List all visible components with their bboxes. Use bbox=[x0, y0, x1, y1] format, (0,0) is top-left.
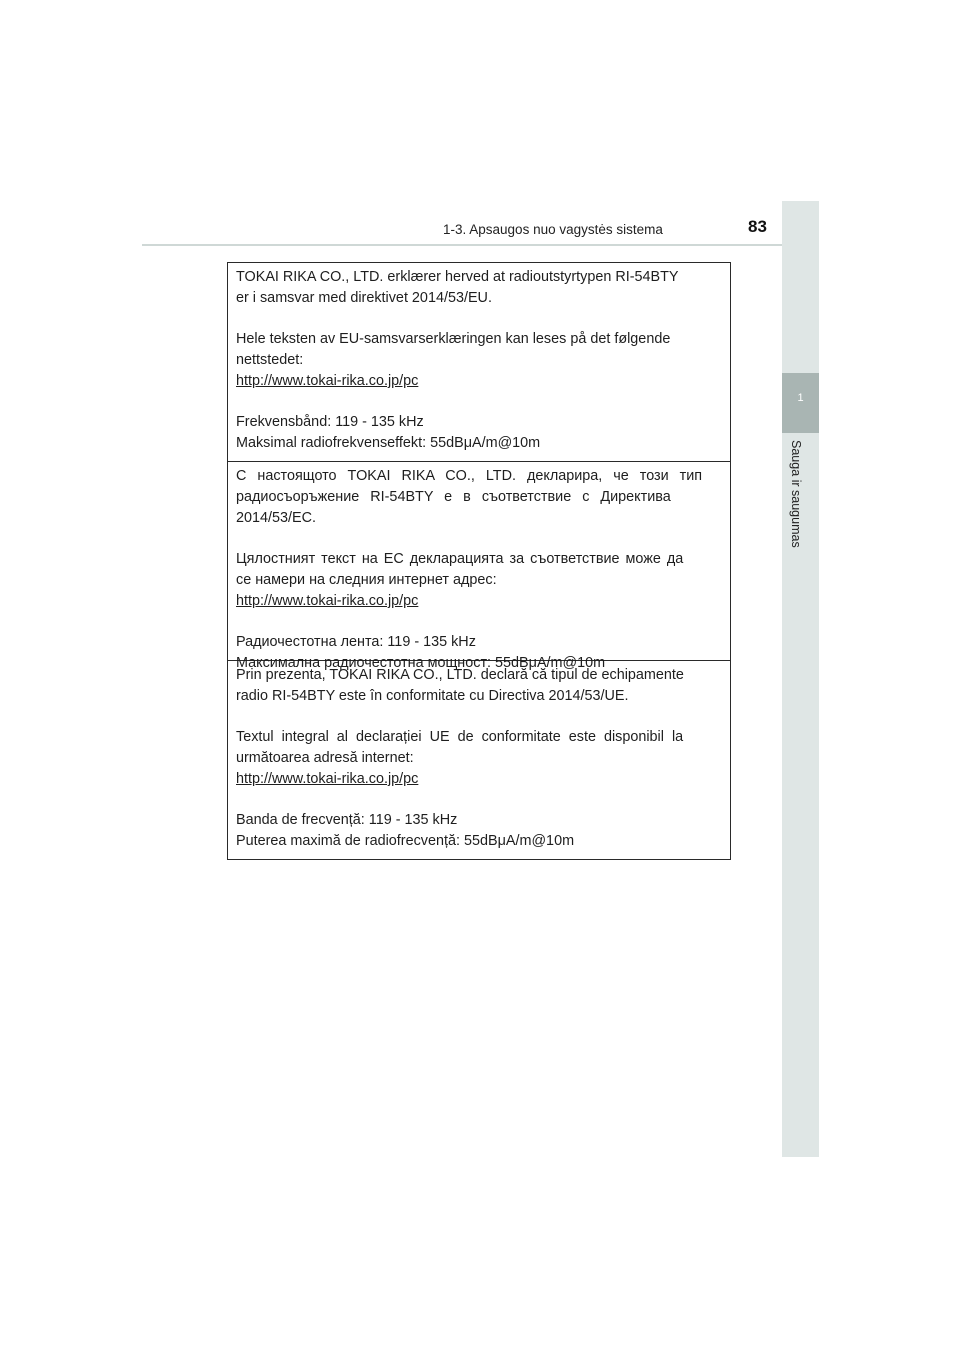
declaration-text: Prin prezenta, TOKAI RIKA CO., LTD. declară că tipul de echipamente bbox=[236, 667, 684, 683]
declaration-text: С настоящото TOKAI RIKA CO., LTD. декларира, че този тип bbox=[236, 468, 703, 484]
declaration-url-link[interactable]: http://www.tokai-rika.co.jp/pc bbox=[236, 373, 419, 389]
conformity-declarations-box bbox=[227, 262, 731, 860]
declaration-romanian bbox=[228, 661, 730, 859]
max-power: Maksimal radiofrekvenseffekt: 55dBμA/m@10m bbox=[236, 435, 541, 451]
chapter-number: 1 bbox=[797, 392, 804, 404]
declaration-text: 2014/53/ЕС. bbox=[236, 510, 317, 526]
declaration-text: nettstedet: bbox=[236, 352, 304, 368]
declaration-text: următoarea adresă internet: bbox=[236, 750, 414, 766]
chapter-title: Sauga ir saugumas bbox=[789, 440, 803, 548]
frequency-band: Радиочестотна лента: 119 - 135 kHz bbox=[236, 634, 476, 650]
declaration-text: radio RI-54BTY este în conformitate cu Directiva 2014/53/UE. bbox=[236, 688, 629, 704]
declaration-text: Цялостният текст на ЕС декларацията за съответствие може да bbox=[236, 551, 684, 567]
declaration-norwegian bbox=[228, 263, 730, 462]
declaration-text: Textul integral al declarației UE de conformitate este disponibil la bbox=[236, 729, 684, 745]
declaration-url-link[interactable]: http://www.tokai-rika.co.jp/pc bbox=[236, 593, 419, 609]
frequency-band: Frekvensbånd: 119 - 135 kHz bbox=[236, 414, 424, 430]
max-power: Puterea maximă de radiofrecvență: 55dBμA/m@10m bbox=[236, 833, 575, 849]
declaration-url-link[interactable]: http://www.tokai-rika.co.jp/pc bbox=[236, 771, 419, 787]
declaration-text: се намери на следния интернет адрес: bbox=[236, 572, 497, 588]
header-divider bbox=[142, 244, 818, 246]
declaration-text: радиосъоръжение RI-54BTY е в съответствие с Директива bbox=[236, 489, 671, 505]
declaration-bulgarian bbox=[228, 462, 730, 671]
frequency-band: Banda de frecvență: 119 - 135 kHz bbox=[236, 812, 458, 828]
chapter-side-tab bbox=[782, 201, 819, 1157]
page-number: 83 bbox=[748, 217, 767, 236]
max-power: Максимална радиочестотна мощност: 55dBμA/m@10m bbox=[236, 655, 606, 671]
declaration-text: er i samsvar med direktivet 2014/53/EU. bbox=[236, 290, 492, 306]
section-title: 1-3. Apsaugos nuo vagystės sistema bbox=[443, 222, 663, 237]
declaration-text: Hele teksten av EU-samsvarserklæringen kan leses på det følgende bbox=[236, 331, 671, 347]
declaration-text: TOKAI RIKA CO., LTD. erklærer herved at radioutstyrtypen RI-54BTY bbox=[236, 269, 679, 285]
